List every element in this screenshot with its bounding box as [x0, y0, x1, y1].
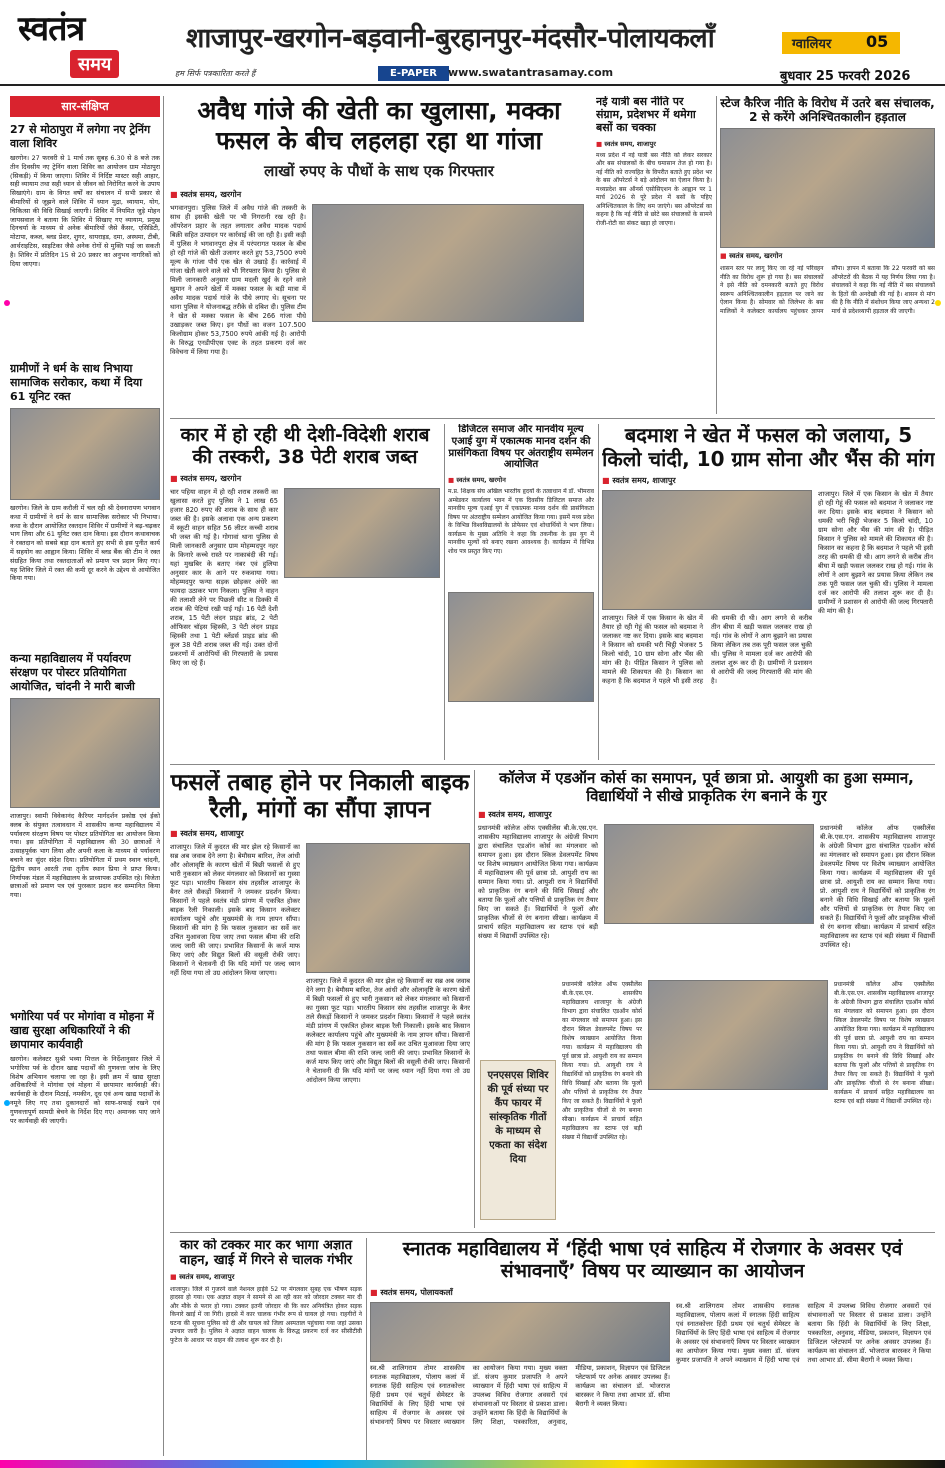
- brief-headline: 27 से मोठापुरा में लगेगा नए ट्रेनिंग वाला शिविर: [10, 123, 151, 150]
- byline: ■ स्वतंत्र समय, खरगोन: [170, 189, 588, 200]
- nss-story-text: प्रधानमंत्री कॉलेज ऑफ एक्सीलेंस बी.के.एस.एन. शासकीय महाविद्यालय शाजापुर के अंग्रेजी विभाग द्वारा संचालित एडऑन कोर्स का मंगलवार को समापन हुआ। इस दौरान स्किल डेवलपमेंट विषय पर विशेष व्याख्यान आयोजित किया गया। कार्यक्रम में महाविद्यालय की पूर्व छात्रा प्रो. आयुशी राय का सम्मान किया गया। प्रो. आयुशी राय ने विद्यार्थियों को प्राकृतिक रंग बनाने की विधि सिखाई और बताया कि फूलों और पत्तियों से प्राकृतिक रंग तैयार किए जा सकते हैं। विद्यार्थियों ने फूलों और प्राकृतिक चीजों से रंग बनाना सीखा। कार्यक्रम में प्राचार्य सहित महाविद्यालय का स्टाफ एवं बड़ी संख्या में विद्यार्थी उपस्थित रहे।: [562, 981, 642, 1142]
- brief-headline: भगोरिया पर्व पर मोगांवा व मोहना में खाद्य सुरक्षा अधिकारियों ने की छापामार कार्यवाही: [10, 1010, 154, 1051]
- liquor-headline: कार में हो रही थी देशी-विदेशी शराब की तस्करी, 38 पेटी शराब जब्त: [180, 424, 430, 469]
- addon-course-photo: [604, 824, 814, 924]
- brief-headline: कन्या महाविद्यालय में पर्यावरण संरक्षण पर पोस्टर प्रतियोगिता आयोजित, चांदनी ने मारी बाजी: [10, 652, 135, 693]
- sidebar-title: सार-संक्षिप्त: [10, 96, 160, 117]
- blood-donation-photo: [10, 408, 160, 500]
- byline: ■ स्वतंत्र समय, खरगोन: [720, 252, 935, 261]
- byline: ■ स्वतंत्र समय, शाजापुर: [170, 1273, 362, 1282]
- story-text-continued: प्रधानमंत्री कॉलेज ऑफ एक्सीलेंस बी.के.एस.एन. शासकीय महाविद्यालय शाजापुर के अंग्रेजी विभाग द्वारा संचालित एडऑन कोर्स का मंगलवार को समापन हुआ। इस दौरान स्किल डेवलपमेंट विषय पर विशेष व्याख्यान आयोजित किया गया। कार्यक्रम में महाविद्यालय की पूर्व छात्रा प्रो. आयुशी राय का सम्मान किया गया। प्रो. आयुशी राय ने विद्यार्थियों को प्राकृतिक रंग बनाने की विधि सिखाई और बताया कि फूलों और पत्तियों से प्राकृतिक रंग तैयार किए जा सकते हैं। विद्यार्थियों ने फूलों और प्राकृतिक चीजों से रंग बनाना सीखा। कार्यक्रम में प्राचार्य सहित महाविद्यालय का स्टाफ एवं बड़ी संख्या में विद्यार्थी उपस्थित रहे।: [820, 824, 935, 950]
- story-crop-burn: [602, 424, 935, 760]
- edition-badge: [782, 32, 900, 54]
- story-text: स्व.श्री शालिगराम तोमर शासकीय स्नातक महाविद्यालय, पोलाय कलां में स्नातक हिंदी साहित्य एवं स्नातकोत्तर हिंदी प्रथम एवं चतुर्थ सेमेस्टर के विद्यार्थियों के लिए हिंदी भाषा एवं साहित्य में रोजगार के अवसर एवं संभावनाएँ विषय पर विस्तार व्याख्यान का आयोजन किया गया। मुख्य वक्ता डॉ. संजय कुमार प्रजापति ने अपने व्याख्यान में हिंदी भाषा एवं साहित्य में उपलब्ध विविध रोजगार अवसरों एवं संभावनाओं पर विस्तार से प्रकाश डाला। उन्होंने बताया कि हिंदी के विद्यार्थियों के लिए शिक्षा, पत्रकारिता, अनुवाद, मीडिया, प्रकाशन, विज्ञापन एवं डिजिटल प्लेटफार्म पर अनेक अवसर उपलब्ध हैं। कार्यक्रम का संचालन डॉ. भोजराज बारस्कर ने किया तथा आभार डॉ. सीमा बैरागी ने व्यक्त किया।: [676, 1301, 931, 1364]
- page-number: 05: [866, 32, 889, 51]
- brief-text: खरगोन। 27 फरवरी से 1 मार्च तक सुबह 6.30 से 8 बजे तक तीन दिवसीय नए ट्रेनिंग वाला शिविर का आयोजन ग्राम मोठापुरा (सिकड़ी) में किया जाएगा। शिविर में निर्दिष्ट मास्टर सही आहार, सही व्यायाम तथा सही ध्यान से जीवन को निरोगित करने के उपाय सिखाएंगे। ग्राम के विगत वर्षों का संचालन में सभी प्रकार से बीमारियों से जूझने वाले शिविर में ध्यान मुद्रा, व्यायाम, योग, चिकित्सा की विधि सिखाई जाएगी। शिविर में नियमित जुड़े मोहन जायसवाल ने बताया कि शिविर में सिखाए गए व्यायाम, प्रमुख दिनचर्या के माध्यम से अनेक बीमारियों जैसे कैंसर, एसिडिटी, मोटापा, कब्ज, ब्लड प्रेशर, शुगर, थायराइड, दमा, अस्थमा, टीबी, आर्थराइटिस, साइटिका जैसे अनेक रोगों से मुक्ति पाई जा सकती है। शिविर में प्रतिदिन 15 से 20 प्रकार का अनुभव नागरिकों को दिया जाएगा।: [10, 154, 160, 268]
- story-text-extra: प्रधानमंत्री कॉलेज ऑफ एक्सीलेंस बी.के.एस.एन. शासकीय महाविद्यालय शाजापुर के अंग्रेजी विभाग द्वारा संचालित एडऑन कोर्स का मंगलवार को समापन हुआ। इस दौरान स्किल डेवलपमेंट विषय पर विशेष व्याख्यान आयोजित किया गया। कार्यक्रम में महाविद्यालय की पूर्व छात्रा प्रो. आयुशी राय का सम्मान किया गया। प्रो. आयुशी राय ने विद्यार्थियों को प्राकृतिक रंग बनाने की विधि सिखाई और बताया कि फूलों और पत्तियों से प्राकृतिक रंग तैयार किए जा सकते हैं। विद्यार्थियों ने फूलों और प्राकृतिक चीजों से रंग बनाना सीखा। कार्यक्रम में प्राचार्य सहित महाविद्यालय का स्टाफ एवं बड़ी संख्या में विद्यार्थी उपस्थित रहे।: [834, 981, 934, 1106]
- row-divider: [170, 418, 935, 419]
- story-text-continued: स्व.श्री शालिगराम तोमर शासकीय स्नातक महाविद्यालय, पोलाय कलां में स्नातक हिंदी साहित्य एवं स्नातकोत्तर हिंदी प्रथम एवं चतुर्थ सेमेस्टर के विद्यार्थियों के लिए हिंदी भाषा एवं साहित्य में रोजगार के अवसर एवं संभावनाएँ विषय पर विस्तार व्याख्यान का आयोजन किया गया। मुख्य वक्ता डॉ. संजय कुमार प्रजापति ने अपने व्याख्यान में हिंदी भाषा एवं साहित्य में उपलब्ध विविध रोजगार अवसरों एवं संभावनाओं पर विस्तार से प्रकाश डाला। उन्होंने बताया कि हिंदी के विद्यार्थियों के लिए शिक्षा, पत्रकारिता, अनुवाद, मीडिया, प्रकाशन, विज्ञापन एवं डिजिटल प्लेटफार्म पर अनेक अवसर उपलब्ध हैं। कार्यक्रम का संचालन डॉ. भोजराज बारस्कर ने किया तथा आभार डॉ. सीमा बैरागी ने व्यक्त किया।: [370, 1363, 670, 1426]
- logo: [18, 10, 146, 82]
- bus-headline: नई यात्री बस नीति पर संग्राम, प्रदेशभर में थमेगा बसों का चक्का: [596, 96, 696, 134]
- story-farmer-rally: [170, 770, 470, 1228]
- tagline: हम सिर्फ पत्रकारिता करते हैं: [175, 69, 256, 78]
- lead-headline: अवैध गांजे की खेती का खुलासा, मक्का फसल के बीच लहलहा रहा था गांजा: [197, 96, 561, 155]
- story-ai-seminar: [448, 424, 594, 760]
- byline: ■ स्वतंत्र समय, शाजापुर: [596, 139, 712, 148]
- accident-headline: कार को टक्कर मार कर भागा अज्ञात वाहन, खाई में गिरने से चालक गंभीर: [179, 1238, 353, 1269]
- seized-liquor-photo: [284, 488, 440, 578]
- nss-highlight-box: एनएसएस शिविर की पूर्व संध्या पर कैंप फायर में सांस्कृतिक गीतों के माध्यम से एकता का संदेश दिया: [480, 1060, 556, 1220]
- byline: ■ स्वतंत्र समय, शाजापुर: [602, 475, 935, 486]
- sidebar-briefs: [10, 96, 160, 1456]
- story-text-continued: शाजापुर। जिले में एक किसान के खेत में तैयार हो रही गेहूं की फसल को बदमाश ने जलाकर नष्ट कर दिया। इसके बाद बदमाश ने किसान को धमकी भरी चिट्ठी भेजकर 5 किलो चांदी, 10 ग्राम सोना और भैंस की मांग की है। पीड़ित किसान ने पुलिस को मामले की शिकायत की है। किसान का कहना है कि बदमाश ने पहले भी इसी तरह की धमकी दी थी। आग लगने से करीब तीन बीघा में खड़ी फसल जलकर राख हो गई। गांव के लोगों ने आग बुझाने का प्रयास किया लेकिन तब तक पूरी फसल जल चुकी थी। पुलिस ने मामला दर्ज कर आरोपी की तलाश शुरू कर दी है। ग्रामीणों ने प्रशासन से आरोपी की जल्द गिरफ्तारी की मांग की है।: [818, 490, 933, 616]
- column-divider: [716, 96, 717, 414]
- column-divider: [598, 424, 599, 760]
- website-link[interactable]: www.swatantrasamay.com: [448, 66, 614, 79]
- story-text: प्रधानमंत्री कॉलेज ऑफ एक्सीलेंस बी.के.एस.एन. शासकीय महाविद्यालय शाजापुर के अंग्रेजी विभाग द्वारा संचालित एडऑन कोर्स का मंगलवार को समापन हुआ। इस दौरान स्किल डेवलपमेंट विषय पर विशेष व्याख्यान आयोजित किया गया। कार्यक्रम में महाविद्यालय की पूर्व छात्रा प्रो. आयुशी राय का सम्मान किया गया। प्रो. आयुशी राय ने विद्यार्थियों को प्राकृतिक रंग बनाने की विधि सिखाई और बताया कि फूलों और पत्तियों से प्राकृतिक रंग तैयार किए जा सकते हैं। विद्यार्थियों ने फूलों और प्राकृतिक चीजों से रंग बनाना सीखा। कार्यक्रम में प्राचार्य सहित महाविद्यालय का स्टाफ एवं बड़ी संख्या में विद्यार्थी उपस्थित रहे।: [478, 824, 598, 941]
- logo-line2: समय: [70, 50, 119, 78]
- story-text: शाजापुर। जिले में कुदरत की मार झेल रहे किसानों का सब्र अब जवाब देने लगा है। बेमौसम बारिश, तेज आंधी और ओलावृष्टि के कारण खेतों में बिछी फसलों से हुए भारी नुकसान को लेकर मंगलवार को किसानों का गुस्सा फूट पड़ा। भारतीय किसान संघ तहसील शाजापुर के बैनर तले सैकड़ों किसानों ने जमकर प्रदर्शन किया। किसानों ने पहले स्वतंत्र मंडी प्रांगण में एकत्रित होकर बाइक रैली निकाली। इसके बाद किसान कलेक्टर कार्यालय पहुंचे और मुख्यमंत्री के नाम ज्ञापन सौंपा। किसानों की मांग है कि फसल नुकसान का सर्वे कर उचित मुआवजा दिया जाए तथा फसल बीमा की राशि जल्द जारी की जाए। प्रभावित किसानों के कर्ज माफ किए जाएं और विद्युत बिलों की वसूली रोकी जाए। किसानों ने चेतावनी दी कि यदि मांगों पर जल्द ध्यान नहीं दिया गया तो उग्र आंदोलन किया जाएगा।: [170, 843, 300, 978]
- story-accident: [170, 1238, 362, 1460]
- nss-camp-photo: [648, 980, 828, 1090]
- story-text: भगवानपुरा। पुलिस जिले में अवैध गांजे की तस्करी के साथ ही इसकी खेती पर भी निगरानी रख रही है। ऑपरेशन प्रहार के तहत लगातार अवैध मादक पदार्थ बिक्री सहित उत्पादन पर कार्रवाई की जा रही है। इसी कड़ी में पुलिस ने भगवानपुरा क्षेत्र में परंपरागत फसल के बीच हो रही गांजे की खेती उजागर करते हुए 53,7500 रुपये मूल्य के गांजा पौधे एक खेत से उखाड़े हैं। कार्रवाई में गांजा खेती करने वाले को भी गिरफ्तार किया है। पुलिस से मिली जानकारी अनुसार ग्राम मदली खुर्द के रहने वाले खुमान ने अपने खेतों में मक्का फसल के बड़ी मात्रा में अवैध मादक पदार्थ गांजे के पौधे लगाए थे। सूचना पर थाना पुलिस ने योजनाबद्ध तरीके से दबिश दी। पुलिस टीम ने खेत से मक्का फसल के बीच 266 गांजा पौधे उखाड़कर जब्त किए। इन पौधों का वजन 107.500 किलोग्राम होकर 53,7500 रुपये आंकी गई है। आरोपी के विरुद्ध एनडीपीएस एक्ट के तहत प्रकरण दर्ज कर विवेचना में लिया गया है।: [170, 204, 306, 356]
- story-text: शासन स्तर पर लागू किए जा रहे नई परिवहन नीति का विरोध शुरू हो गया है। बस संचालकों ने इसे नीति को दमनकारी बताते हुए विरोध स्वरूप अनिश्चितकालीन हड़ताल पर जाने का ऐलान किया है। सोमवार को जिलेभर के बस मालिकों ने कलेक्टर कार्यालय पहुंचकर ज्ञापन सौंपा। ज्ञापन में बताया कि 22 फरवरी को बस ऑपरेटरों की बैठक में यह निर्णय लिया गया है। संचालकों ने कहा कि नई नीति में बस संचालकों के हितों की अनदेखी की गई है। शासन से मांग की है कि नीति में संशोधन किया जाए अन्यथा 2 मार्च से प्रदेशव्यापी हड़ताल की जाएगी।: [720, 265, 935, 315]
- lead-subhead: लाखों रुपए के पौधों के साथ एक गिरफ्तार: [264, 162, 494, 180]
- story-liquor: [170, 424, 440, 760]
- brief-story: [10, 362, 160, 644]
- burnt-field-photo: [602, 490, 812, 610]
- byline: ■ स्वतंत्र समय, खरगोन: [170, 473, 440, 484]
- story-text: शाजापुर। जिले से गुजरने वाले नेशनल हाईवे 52 पर मंगलवार सुबह एक भीषण सड़क हादसा हो गया। एक अज्ञात वाहन ने सामने से आ रही कार को जोरदार टक्कर मार दी और मौके से फरार हो गया। टक्कर इतनी जोरदार थी कि कार अनियंत्रित होकर सड़क किनारे खाई में जा गिरी। हादसे में कार चालक गंभीर रूप से घायल हो गया। राहगीरों ने घटना की सूचना पुलिस को दी और घायल को जिला अस्पताल पहुंचाया गया जहां उसका उपचार जारी है। पुलिस ने अज्ञात वाहन चालक के विरुद्ध प्रकरण दर्ज कर सीसीटीवी फुटेज के आधार पर वाहन की तलाश शुरू कर दी है।: [170, 1285, 362, 1344]
- brief-text: खरगोन। कलेक्टर सुश्री भव्या मित्तल के निर्देशानुसार जिले में भगोरिया पर्व के दौरान खाद्य पदार्थों की गुणवत्ता जांच के लिए विशेष अभियान चलाया जा रहा है। इसी क्रम में खाद्य सुरक्षा अधिकारियों ने मोगांवा एवं मोहना में छापामार कार्यवाही की। कार्यवाही के दौरान मिठाई, नमकीन, दूध एवं अन्य खाद्य पदार्थों के नमूने लिए गए तथा दुकानदारों को साफ-सफाई रखने एवं गुणवत्तापूर्ण सामग्री बेचने के निर्देश दिए गए। अमानक पाए जाने पर कार्यवाही की जाएगी।: [10, 1055, 160, 1125]
- edition-cities: शाजापुर-खरगोन-बड़वानी-बुरहानपुर-मंदसौर-पोलायकलाँ: [186, 23, 715, 54]
- lead-story-ganja: [170, 96, 588, 414]
- logo-line1: स्वतंत्र: [18, 9, 85, 49]
- story-text: म.प्र. शिक्षक संघ अखिल भारतीय हृदयों के तत्वाधान में डॉ. भीमराव अम्बेडकर कार्यालय भवन में एक दिवसीय डिजिटल समाज और मानवीय मूल्य एआई युग में एकात्मक मानव दर्शन की प्रासंगिकता विषय पर अंतराष्ट्रीय सम्मेलन आयोजित किया गया। इसमें मध्य प्रदेश के विभिन्न विश्वविद्यालयों के प्रोफेसर एवं शोधार्थियों ने भाग लिया। कार्यक्रम के मुख्य अतिथि ने कहा कि तकनीक के इस युग में मानवीय मूल्यों को बनाए रखना आवश्यक है। कार्यक्रम में विभिन्न शोध पत्र प्रस्तुत किए गए।: [448, 488, 594, 555]
- column-divider: [444, 424, 445, 760]
- seminar-photo: [448, 592, 594, 702]
- registration-mark-icon: [935, 300, 941, 306]
- story-text: शाजापुर। जिले में एक किसान के खेत में तैयार हो रही गेहूं की फसल को बदमाश ने जलाकर नष्ट कर दिया। इसके बाद बदमाश ने किसान को धमकी भरी चिट्ठी भेजकर 5 किलो चांदी, 10 ग्राम सोना और भैंस की मांग की है। पीड़ित किसान ने पुलिस को मामले की शिकायत की है। किसान का कहना है कि बदमाश ने पहले भी इसी तरह की धमकी दी थी। आग लगने से करीब तीन बीघा में खड़ी फसल जलकर राख हो गई। गांव के लोगों ने आग बुझाने का प्रयास किया लेकिन तब तक पूरी फसल जल चुकी थी। पुलिस ने मामला दर्ज कर आरोपी की तलाश शुरू कर दी है। ग्रामीणों ने प्रशासन से आरोपी की जल्द गिरफ्तारी की मांग की है।: [602, 614, 812, 686]
- column-divider: [366, 1238, 367, 1460]
- masthead: [0, 0, 945, 86]
- byline: ■ स्वतंत्र समय, खरगोन: [448, 475, 594, 484]
- farmer-rally-photo: [306, 843, 470, 973]
- column-divider: [474, 770, 475, 1228]
- brief-story: [10, 123, 160, 354]
- poster-competition-photo: [10, 698, 160, 808]
- brief-headline: ग्रामीणों ने धर्म के साथ निभाया सामाजिक सरोकार, कथा में दिया 61 यूनिट रक्त: [10, 362, 143, 403]
- row-divider: [170, 764, 935, 765]
- story-text: चार पहिया वाहन में हो रही शराब तस्करी का खुलासा करते हुए पुलिस ने 1 लाख 65 हजार 820 रुपए की शराब के साथ ही कार जब्त की है। इसके अलावा एक अन्य प्रकरण में स्कूटी वाहन सहित 56 लीटर कच्ची शराब भी जब्त की गई है। गोगावां थाना पुलिस से मिली जानकारी अनुसार ग्राम मोहम्मदपुर नहर के किनारे कच्चे रास्ते पर नाकाबंदी की गई। यहां मुखबिर के बताए नंबर एवं हुलिया अनुसार कार के आने पर रुकवाया गया। मोहम्मदपुर फन्या सड़क छोड़कर अंधेरे का फायदा उठाकर भाग निकला। पुलिस ने वाहन की तलाशी लेने पर पिछली सीट व डिक्की में शराब की पेटियां रखी पाई गईं। 16 पेटी देशी शराब, 15 पेटी लंदन प्राइड ब्रांड, 2 पेटी ऑफिसर चॉइस व्हिस्की, 3 पेटी लंदन प्राइड व्हिस्की तथा 1 पेटी ब्लेंडर्स प्राइड ब्रांड की कुल 38 पेटी शराब जब्त की गई। उक्त दोनों प्रकरणों में आरोपियों की गिरफ्तारी के प्रयास किए जा रहे हैं।: [170, 487, 278, 667]
- byline: ■ स्वतंत्र समय, शाजापुर: [170, 828, 470, 839]
- color-registration-bar: [0, 1460, 945, 1468]
- hindi-headline: स्नातक महाविद्यालय में ‘हिंदी भाषा एवं साहित्य में रोजगार के अवसर एवं संभावनाएँ’ विषय पर व्याख्यान का आयोजन: [402, 1238, 903, 1283]
- brief-text: शाजापुर। स्वामी विवेकानंद कैरियर मार्गदर्शन प्रकोष्ठ एवं ईको क्लब के संयुक्त तत्वावधान में शासकीय कन्या महाविद्यालय में पर्यावरण संरक्षण विषय पर पोस्टर प्रतियोगिता का आयोजन किया गया। इस प्रतियोगिता में महाविद्यालय की 30 छात्राओं ने उत्साहपूर्वक भाग लिया और अपनी कला के माध्यम से पर्यावरण बचाने का सुंदर संदेश दिया। प्रतियोगिता में प्रथम स्थान चांदनी, द्वितीय स्थान आरती तथा तृतीय स्थान प्रिया ने प्राप्त किया। निर्णायक मंडल में महाविद्यालय के प्राध्यापक उपस्थित रहे। विजेता छात्राओं को प्रमाण पत्र एवं पुरस्कार प्रदान कर सम्मानित किया गया।: [10, 812, 160, 900]
- story-text-continued: शाजापुर। जिले में कुदरत की मार झेल रहे किसानों का सब्र अब जवाब देने लगा है। बेमौसम बारिश, तेज आंधी और ओलावृष्टि के कारण खेतों में बिछी फसलों से हुए भारी नुकसान को लेकर मंगलवार को किसानों का गुस्सा फूट पड़ा। भारतीय किसान संघ तहसील शाजापुर के बैनर तले सैकड़ों किसानों ने जमकर प्रदर्शन किया। किसानों ने पहले स्वतंत्र मंडी प्रांगण में एकत्रित होकर बाइक रैली निकाली। इसके बाद किसान कलेक्टर कार्यालय पहुंचे और मुख्यमंत्री के नाम ज्ञापन सौंपा। किसानों की मांग है कि फसल नुकसान का सर्वे कर उचित मुआवजा दिया जाए तथा फसल बीमा की राशि जल्द जारी की जाए। प्रभावित किसानों के कर्ज माफ किए जाएं और विद्युत बिलों की वसूली रोकी जाए। किसानों ने चेतावनी दी कि यदि मांगों पर जल्द ध्यान नहीं दिया गया तो उग्र आंदोलन किया जाएगा।: [306, 977, 470, 1085]
- cropburn-headline: बदमाश ने खेत में फसल को जलाया, 5 किलो चांदी, 10 ग्राम सोना और भैंस की मांग: [602, 424, 935, 471]
- addon-headline: कॉलेज में एडऑन कोर्स का समापन, पूर्व छात्रा प्रो. आयुशी का हुआ सम्मान, विद्यार्थियों ने सीखे प्राकृतिक रंग बनाने के गुर: [499, 770, 914, 805]
- story-bus-policy: [596, 96, 712, 414]
- edition-city: ग्वालियर: [792, 37, 832, 52]
- column-divider: [163, 96, 164, 1456]
- story-stage-carriage: [720, 96, 935, 414]
- byline: ■ स्वतंत्र समय, पोलायकलाँ: [370, 1287, 935, 1298]
- brief-story: [10, 652, 160, 1002]
- epaper-label: E-PAPER: [378, 66, 449, 81]
- police-team-photo: [312, 204, 584, 322]
- story-hindi-lecture: [370, 1238, 935, 1460]
- row-divider: [170, 1232, 935, 1233]
- bus-operators-photo: [720, 128, 935, 248]
- story-text: मध्य प्रदेश में नई यात्री बस नीति को लेकर सरकार और बस संचालकों के बीच घमासान तेज हो गया है। नई नीति को राज्यहित के विपरीत बताते हुए प्रदेश भर के बस ऑपरेटर्स ने बड़े आंदोलन का ऐलान किया है। मध्यप्रदेश बस ऑनर्स एसोसिएशन के आह्वान पर 1 मार्च 2026 से पूरे प्रदेश में बसों के पहिए अनिश्चितकाल के लिए थम जाएंगे। बस ऑपरेटर्स का कहना है कि नई नीति से छोटे बस संचालकों के सामने रोजी-रोटी का संकट खड़ा हो जाएगा।: [596, 151, 712, 227]
- lecture-audience-photo: [370, 1302, 670, 1362]
- issue-date: बुधवार 25 फरवरी 2026: [780, 69, 911, 84]
- byline: ■ स्वतंत्र समय, शाजापुर: [478, 809, 935, 820]
- rally-headline: फसलें तबाह होने पर निकाली बाइक रैली, मांगों का सौंपा ज्ञापन: [170, 770, 470, 824]
- brief-text: खरगोन। जिले के ग्राम करौली में चल रही श्री देवनारायण भगवान कथा में ग्रामीणों ने धर्म के साथ सामाजिक सरोकार भी निभाया। कथा के दौरान आयोजित रक्तदान शिविर में ग्रामीणों ने बढ़-चढ़कर भाग लिया और 61 यूनिट रक्त दान किया। इस दौरान कथावाचक ने रक्तदान को सबसे बड़ा दान बताते हुए सभी से इस पुनीत कार्य में सहयोग का आह्वान किया। शिविर में ब्लड बैंक की टीम ने रक्त संग्रहित किया तथा रक्तदाताओं को प्रमाण पत्र प्रदान किए गए। यह शिविर जिले में रक्त की कमी दूर करने के उद्देश्य से आयोजित किया गया।: [10, 504, 160, 583]
- brief-story: [10, 1010, 160, 1285]
- ai-headline: डिजिटल समाज और मानवीय मूल्य एआई युग में एकात्मक मानव दर्शन की प्रासंगिकता विषय पर अंतराष्ट्रीय सम्मेलन आयोजित: [448, 424, 594, 471]
- stage-headline: स्टेज कैरिज नीति के विरोध में उतरे बस संचालक, 2 से करेंगे अनिश्चितकालीन हड़ताल: [720, 96, 935, 125]
